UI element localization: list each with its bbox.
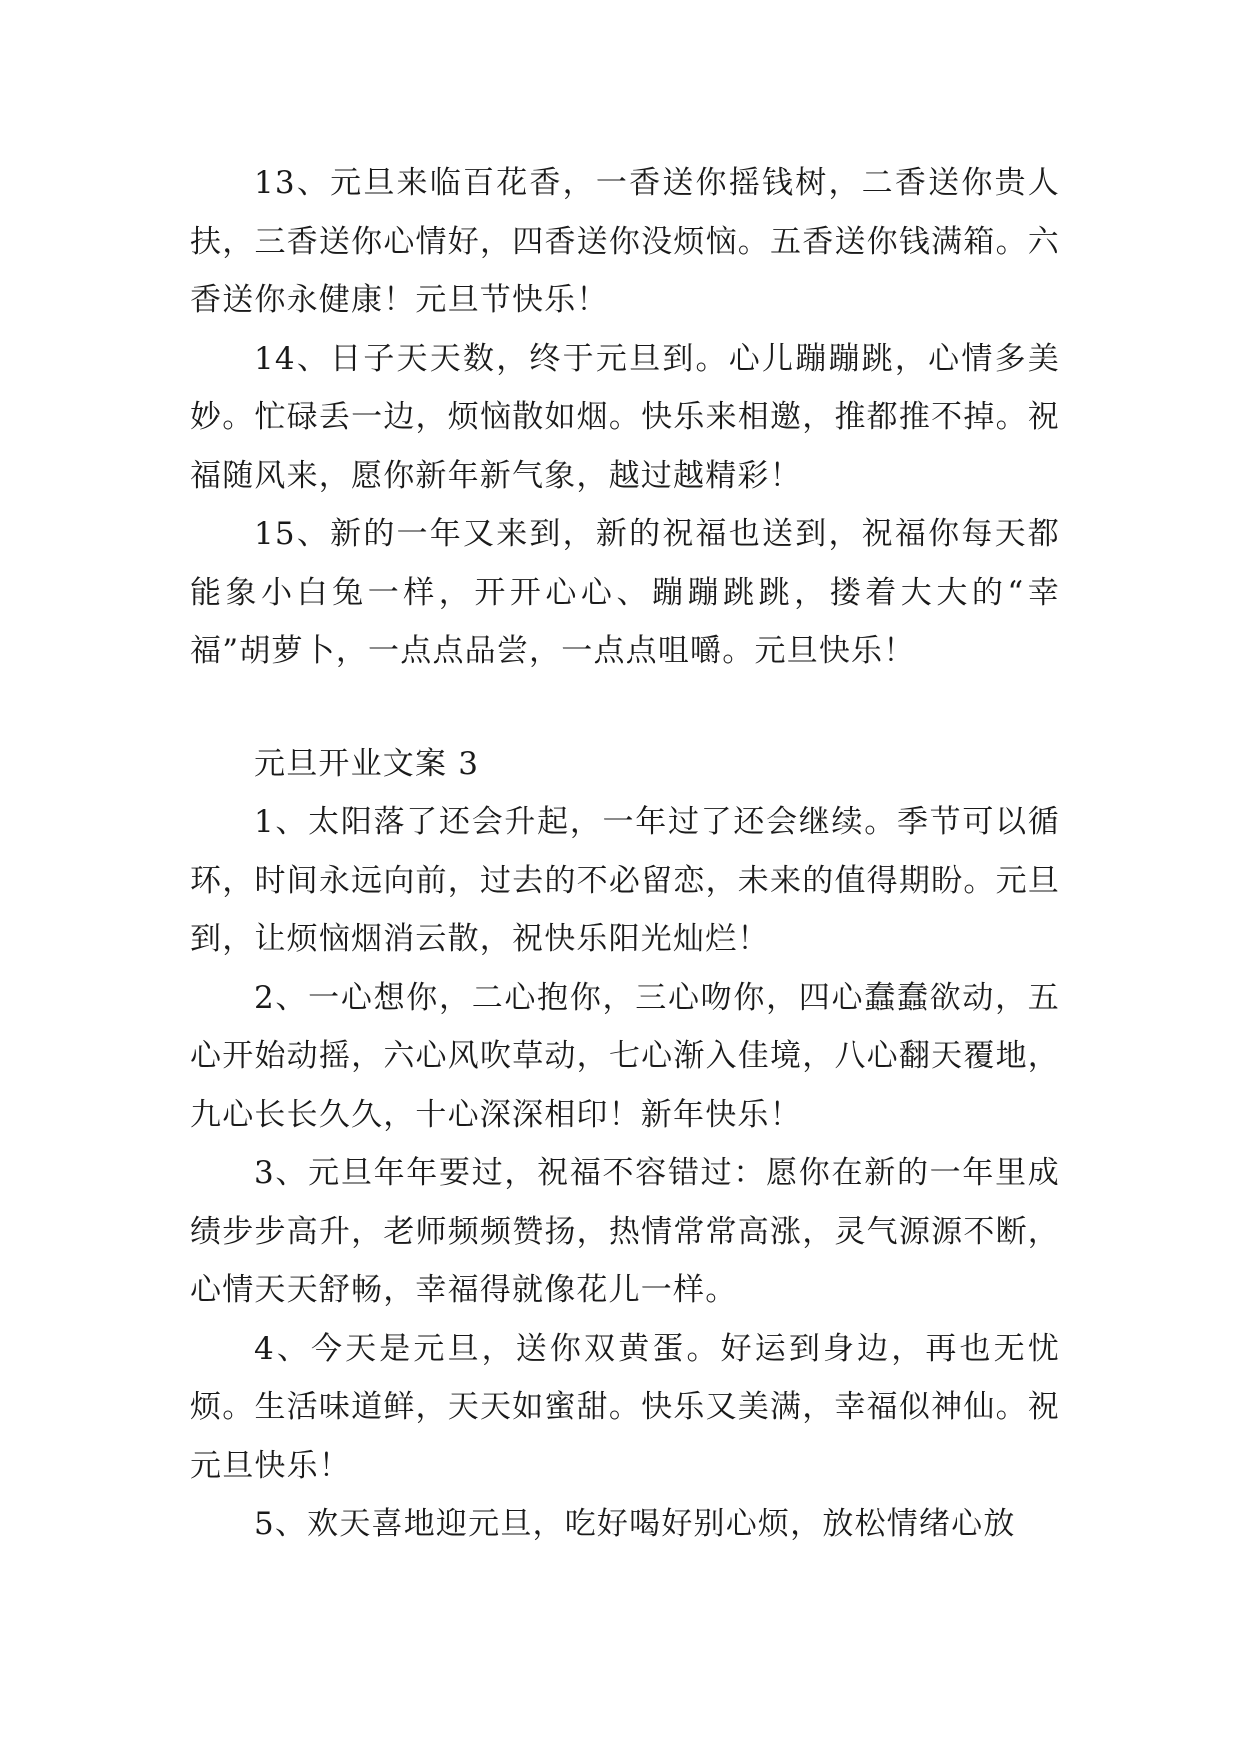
- paragraph-3: 3、元旦年年要过，祝福不容错过：愿你在新的一年里成绩步步高升，老师频频赞扬，热情常常高涨，灵气源源不断，心情天天舒畅，幸福得就像花儿一样。: [190, 1155, 1060, 1308]
- document-body: [190, 154, 1060, 1554]
- paragraph-15: 15、新的一年又来到，新的祝福也送到，祝福你每天都能象小白兔一样，开开心心、蹦蹦跳跳，搂着大大的“幸福”胡萝卜，一点点品尝，一点点咀嚼。元旦快乐！: [190, 516, 1060, 669]
- paragraph-2: 2、一心想你，二心抱你，三心吻你，四心蠢蠢欲动，五心开始动摇，六心风吹草动，七心渐入佳境，八心翻天覆地，九心长长久久，十心深深相印！新年快乐！: [190, 979, 1060, 1133]
- paragraph-1: 1、太阳落了还会升起，一年过了还会继续。季节可以循环，时间永远向前，过去的不必留恋，未来的值得期盼。元旦到，让烦恼烟消云散，祝快乐阳光灿烂！: [190, 804, 1060, 957]
- section-heading: 元旦开业文案 3: [254, 745, 480, 782]
- paragraph-14: 14、日子天天数，终于元旦到。心儿蹦蹦跳，心情多美妙。忙碌丢一边，烦恼散如烟。快乐来相邀，推都推不掉。祝福随风来，愿你新年新气象，越过越精彩！: [190, 340, 1060, 494]
- paragraph-5: 5、欢天喜地迎元旦，吃好喝好别心烦，放松情绪心放: [254, 1506, 1016, 1542]
- paragraph-13: 13、元旦来临百花香，一香送你摇钱树，二香送你贵人扶，三香送你心情好，四香送你没烦恼。五香送你钱满箱。六香送你永健康！元旦节快乐！: [190, 165, 1060, 318]
- paragraph-4: 4、今天是元旦，送你双黄蛋。好运到身边，再也无忧烦。生活味道鲜，天天如蜜甜。快乐又美满，幸福似神仙。祝元旦快乐！: [190, 1330, 1060, 1484]
